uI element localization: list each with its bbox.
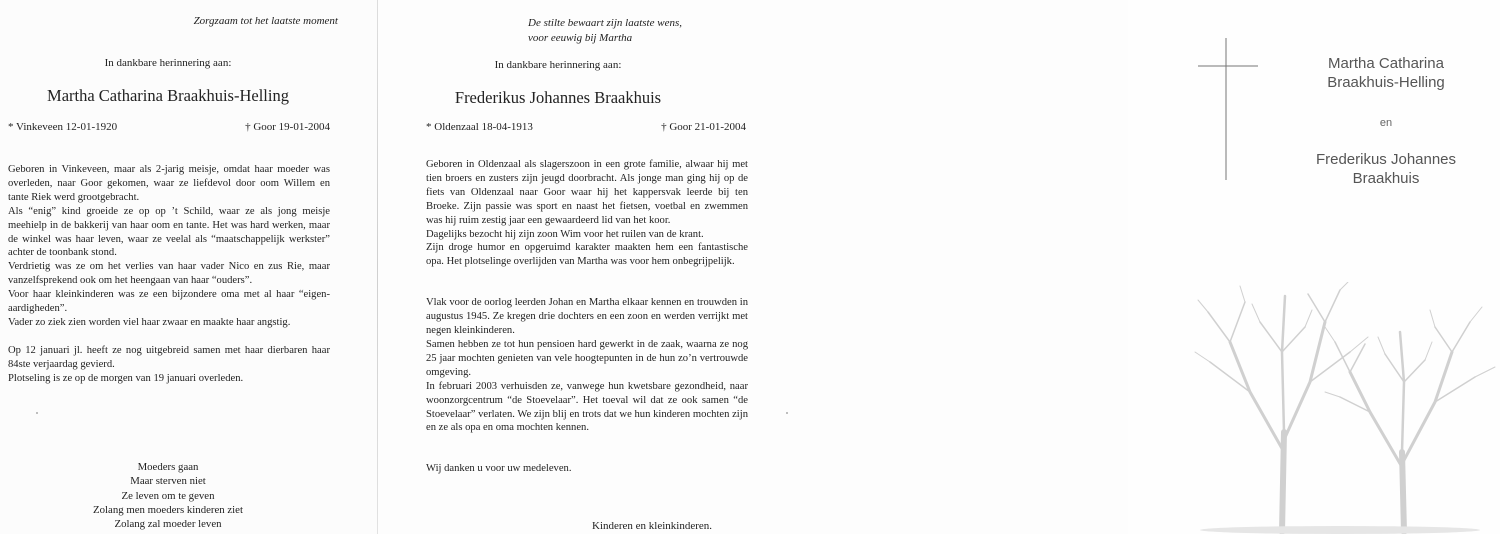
paper-speck <box>786 412 788 414</box>
panel-frederikus <box>378 0 760 534</box>
bio-paragraph: Vader zo ziek zien worden viel haar zwaar en maakte haar angstig. <box>8 316 291 328</box>
deceased-name: Frederikus Johannes Braakhuis <box>454 88 662 107</box>
panel-martha <box>0 0 378 534</box>
trees-illustration <box>1190 282 1500 534</box>
motto-line-2: voor eeuwig bij Martha <box>528 32 633 44</box>
bio-paragraph: Zijn droge humor en opgeruimd karakter maakten hem een fantastische opa. Het plotselinge overlijden van Martha was voor hem onbegrijpelijk. <box>426 242 748 268</box>
bio-paragraph: Op 12 januari jl. heeft ze nog uitgebreid samen met haar dierbaren haar 84ste verjaardag gevierd. <box>8 344 330 370</box>
paper-speck <box>36 412 38 414</box>
poem <box>40 460 296 531</box>
cover-name-1 <box>1298 54 1474 92</box>
motto: Zorgzaam tot het laatste moment <box>193 15 338 27</box>
paragraph-gap <box>426 435 748 462</box>
bio-paragraph: Als “enig” kind groeide ze op op ’t Schild, waar ze als jong meisje meehielp in de bakkerij van haar oom en tante. Het was hard werken, maar de winkel was haar leven, waar ze veelal als “maatschappelijk werkster” achter de toonbank stond. <box>8 205 330 259</box>
bio-paragraph: Vlak voor de oorlog leerden Johan en Martha elkaar kennen en trouwden in augustus 1945. Ze kregen drie dochters en een zoon en werden verrijkt met negen kleinkinderen. <box>426 297 748 337</box>
paragraph-gap <box>8 330 330 344</box>
paragraph-gap <box>426 269 748 296</box>
cover-conjunction: en <box>1379 117 1393 129</box>
bio-paragraph: Geboren in Oldenzaal als slagerszoon in een grote familie, alwaar hij met tien broers en zusters zijn jeugd doorbracht. Als jonge man ging hij op de fiets van Oldenzaal naar Goor waar hij het kappersvak leerde bij ten Broeke. Zijn passie was sport en naast het fietsen, voetbal en zwemmen was hij ruim zestig jaar een gewaardeerd lid van het koor. <box>426 159 748 226</box>
poem-line: Moeders gaan <box>137 461 199 473</box>
panel-blank <box>760 0 1128 534</box>
bio-paragraph: Plotseling is ze op de morgen van 19 januari overleden. <box>8 372 244 384</box>
cover-name-2 <box>1298 150 1474 188</box>
thanks-line: Wij danken u voor uw medeleven. <box>426 463 572 475</box>
biography <box>8 163 330 386</box>
cross-icon <box>1194 36 1260 182</box>
panel-cover <box>1128 0 1500 534</box>
cover-name-2-line: Frederikus Johannes <box>1315 151 1457 168</box>
poem-line: Ze leven om te geven <box>121 489 215 502</box>
poem-line: Zolang men moeders kinderen ziet <box>93 503 243 516</box>
bio-paragraph: Geboren in Vinkeveen, maar als 2-jarig meisje, omdat haar moeder was overleden, naar Goor gekomen, waar ze liefdevol door oom Willem en tante Riek werd grootgebracht. <box>8 164 330 203</box>
heading: In dankbare herinnering aan: <box>494 59 622 71</box>
bio-paragraph: Samen hebben ze tot hun pensioen hard gewerkt in de zaak, waarna ze nog 25 jaar mochten genieten van vele hoogtepunten in de hun zo’n vertrouwde omgeving. <box>426 338 748 378</box>
bio-paragraph: Voor haar kleinkinderen was ze een bijzondere oma met al haar “eigen-aardigheden”. <box>8 289 330 315</box>
death-info: † Goor 21-01-2004 <box>661 121 746 133</box>
biography <box>426 158 748 476</box>
birth-info: * Vinkeveen 12-01-1920 <box>8 121 118 133</box>
deceased-name: Martha Catharina Braakhuis-Helling <box>47 86 289 105</box>
death-info: † Goor 19-01-2004 <box>245 121 330 133</box>
bio-paragraph: Dagelijks bezocht hij zijn zoon Wim voor het ruilen van de krant. <box>426 228 704 240</box>
signature-family: Kinderen en kleinkinderen. <box>592 520 713 532</box>
bio-paragraph: In februari 2003 verhuisden ze, vanwege hun kwetsbare gezondheid, naar woonzorgcentrum “de Stoevelaar”. Het toeval wil dat ze ook samen “de Stoevelaar” verlaten. We zijn blij en trots dat we hun kinderen mochten zijn en ze als opa en oma mochten kennen. <box>426 380 748 434</box>
cover-name-2-line: Braakhuis <box>1352 170 1420 187</box>
cover-name-1-line: Martha Catharina <box>1328 55 1444 72</box>
bio-paragraph: Verdrietig was ze om het verlies van haar vader Nico en zus Rie, maar vanzelfsprekend ook om het heengaan van haar “ouders”. <box>8 261 330 287</box>
birth-info: * Oldenzaal 18-04-1913 <box>426 121 533 133</box>
motto-line-1: De stilte bewaart zijn laatste wens, <box>528 17 682 29</box>
poem-line: Maar sterven niet <box>130 475 206 488</box>
heading: In dankbare herinnering aan: <box>104 57 232 69</box>
poem-line: Zolang zal moeder leven <box>114 518 222 531</box>
cover-name-1-line: Braakhuis-Helling <box>1327 74 1445 91</box>
